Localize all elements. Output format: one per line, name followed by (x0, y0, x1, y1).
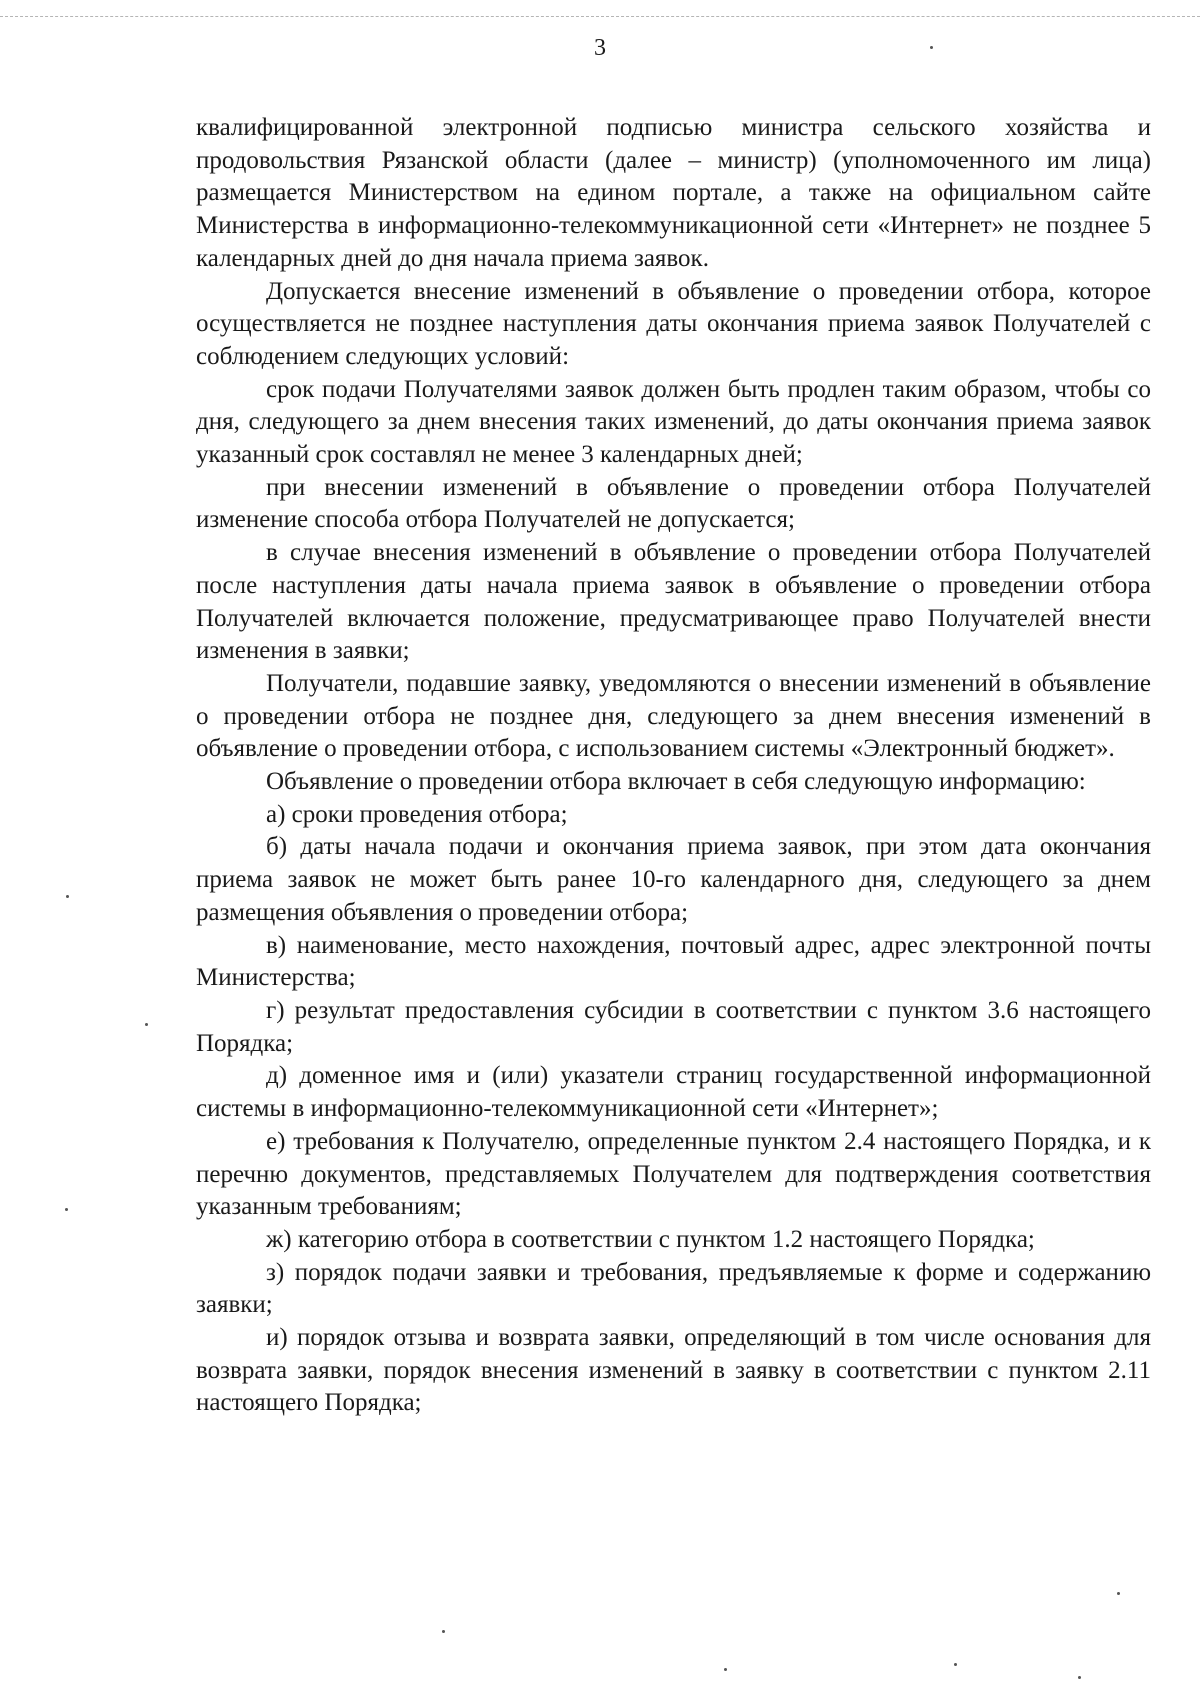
scan-speck (1117, 1592, 1120, 1595)
scan-speck (442, 1630, 445, 1633)
list-item-i: и) порядок отзыва и возврата заявки, определяющий в том числе основания для возврата заявки, порядок внесения изменений в заявку в соответствии с пунктом 2.11 настоящего Порядка; (196, 1324, 1151, 1417)
list-item-zh: ж) категорию отбора в соответствии с пунктом 1.2 настоящего Порядка; (266, 1225, 1035, 1253)
scan-speck (724, 1668, 727, 1671)
paragraph-amendments-allowed: Допускается внесение изменений в объявление о проведении отбора, которое осуществляется не позднее наступления даты окончания приема заявок Получателей с соблюдением следующих условий: (196, 277, 1151, 370)
document-body (196, 112, 1151, 1420)
paragraph-continuation: квалифицированной электронной подписью министра сельского хозяйства и продовольствия Рязанской области (далее – министр) (уполномоченного им лица) размещается Министерством на едином портале, а также на официальном сайте Министерства в информационно-телекоммуникационной сети «Интернет» не позднее 5 календарных дней до дня начала приема заявок. (196, 114, 1151, 272)
list-item-a: а) сроки проведения отбора; (266, 800, 568, 828)
paragraph-announcement-contents: Объявление о проведении отбора включает в себя следующую информацию: (266, 768, 1086, 796)
paragraph-method-change: при внесении изменений в объявление о проведении отбора Получателей изменение способа отбора Получателей не допускается; (196, 473, 1151, 534)
list-item-d: д) доменное имя и (или) указатели страниц государственной информационной системы в информационно-телекоммуникационной сети «Интернет»; (196, 1062, 1151, 1123)
scan-top-edge (0, 16, 1200, 17)
page-number: 3 (594, 35, 606, 61)
paragraph-deadline-extension: срок подачи Получателями заявок должен быть продлен таким образом, чтобы со дня, следующего за днем внесения таких изменений, до даты окончания приема заявок указанный срок составлял не менее 3 календарных дней; (196, 375, 1151, 469)
list-item-z: з) порядок подачи заявки и требования, предъявляемые к форме и содержанию заявки; (196, 1258, 1151, 1319)
paragraph-notification: Получатели, подавшие заявку, уведомляются о внесении изменений в объявление о проведении отбора не позднее дня, следующего за днем внесения изменений в объявление о проведении отбора, с использованием системы «Электронный бюджет». (196, 669, 1151, 763)
scan-speck (145, 1023, 148, 1026)
list-item-v: в) наименование, место нахождения, почтовый адрес, адрес электронной почты Министерства; (196, 931, 1151, 992)
paragraph-changes-after-start: в случае внесения изменений в объявление о проведении отбора Получателей после наступления даты начала приема заявок в объявление о проведении отбора Получателей включается положение, предусматривающее право Получателей внести изменения в заявки; (196, 539, 1151, 665)
list-item-g: г) результат предоставления субсидии в соответствии с пунктом 3.6 настоящего Порядка; (196, 996, 1151, 1057)
scan-speck (65, 1208, 68, 1211)
scan-speck (66, 895, 69, 898)
scan-speck (1078, 1676, 1081, 1679)
list-item-e: е) требования к Получателю, определенные пунктом 2.4 настоящего Порядка, и к перечню документов, представляемых Получателем для подтверждения соответствия указанным требованиям; (196, 1127, 1151, 1221)
list-item-b: б) даты начала подачи и окончания приема заявок, при этом дата окончания приема заявок не может быть ранее 10-го календарного дня, следующего за днем размещения объявления о проведении отбора; (196, 833, 1151, 926)
scan-speck (954, 1663, 957, 1666)
scan-speck (930, 46, 933, 49)
